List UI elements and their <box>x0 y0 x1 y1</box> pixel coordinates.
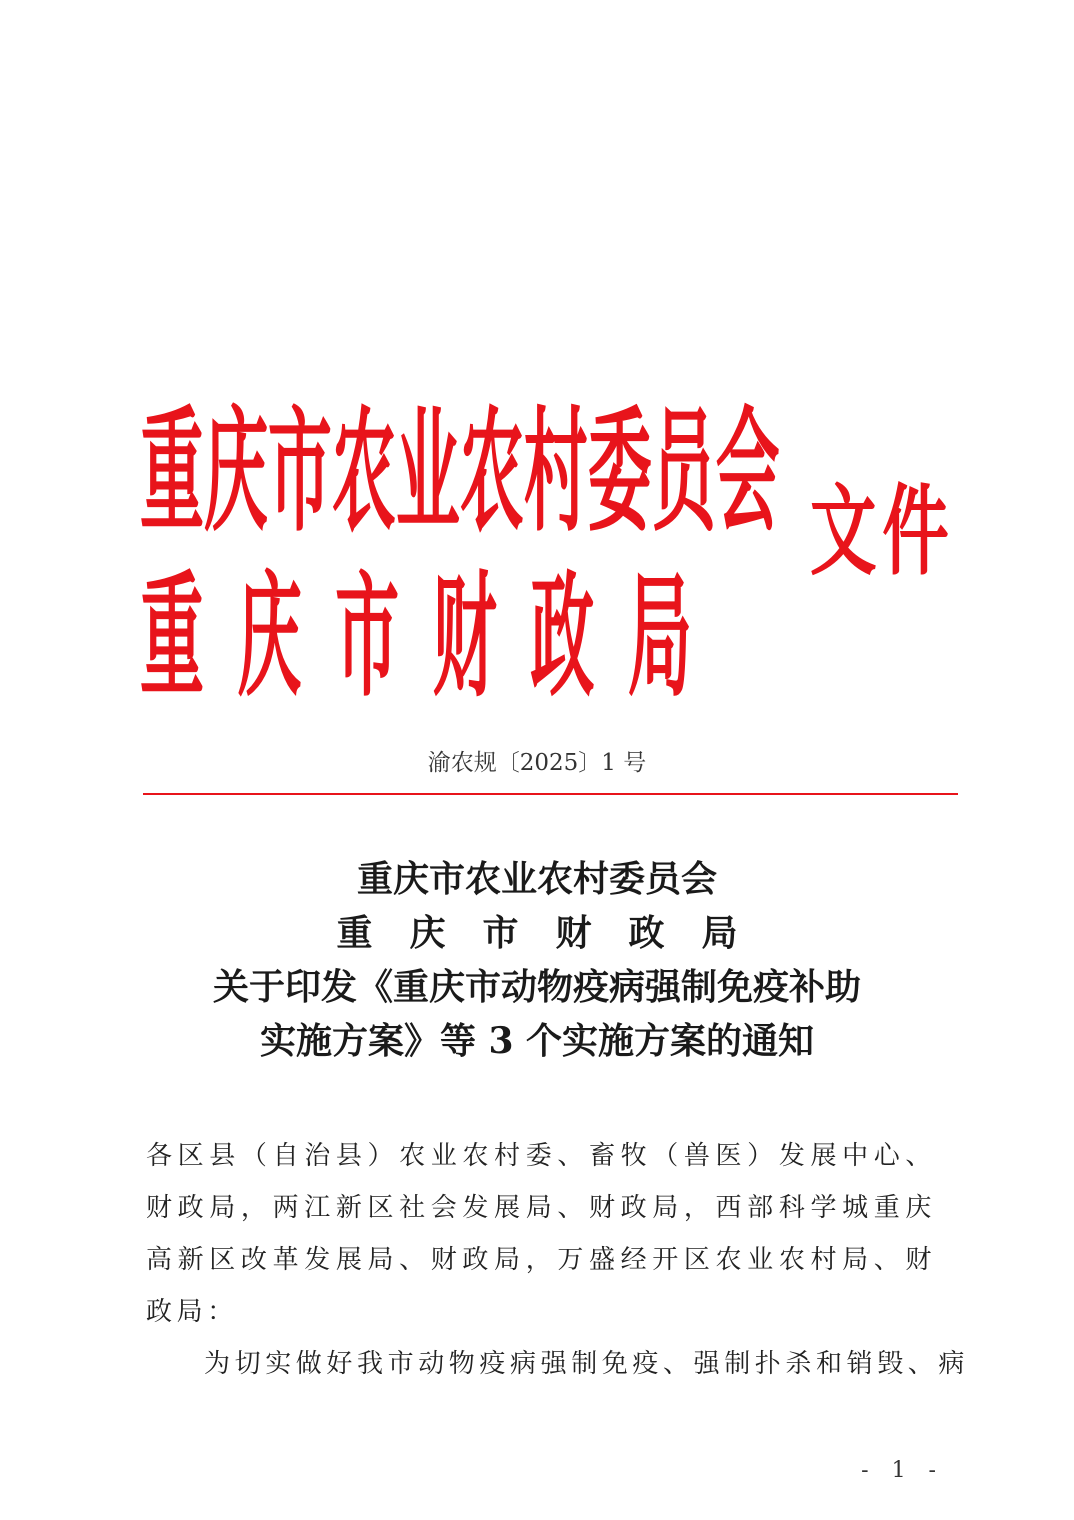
page-number: - 1 - <box>861 1458 944 1483</box>
issuer-finance-bureau: 重庆市财政局 <box>140 560 726 716</box>
document-title <box>0 852 1074 1068</box>
body-paragraph: 为切实做好我市动物疫病强制免疫、强制扑杀和销毁、病 <box>204 1349 970 1379</box>
title-line-1: 重庆市农业农村委员会 <box>356 858 717 900</box>
title-line-3: 关于印发《重庆市动物疫病强制免疫补助 <box>212 966 861 1008</box>
red-divider <box>143 793 958 795</box>
issuer-agriculture-committee: 重庆市农业农村委员会 <box>140 395 780 551</box>
document-header <box>140 365 970 716</box>
file-label: 文件 <box>810 474 955 589</box>
document-body <box>146 1130 970 1390</box>
salutation: 各区县（自治县）农业农村委、畜牧（兽医）发展中心、财政局，两江新区社会发展局、财政局，西部科学城重庆高新区改革发展局、财政局，万盛经开区农业农村局、财政局： <box>146 1141 936 1327</box>
title-line-4: 实施方案》等 3 个实施方案的通知 <box>259 1020 815 1062</box>
document-number: 渝农规〔2025〕1 号 <box>427 750 647 776</box>
title-line-2: 重庆市财政局 <box>336 912 775 954</box>
